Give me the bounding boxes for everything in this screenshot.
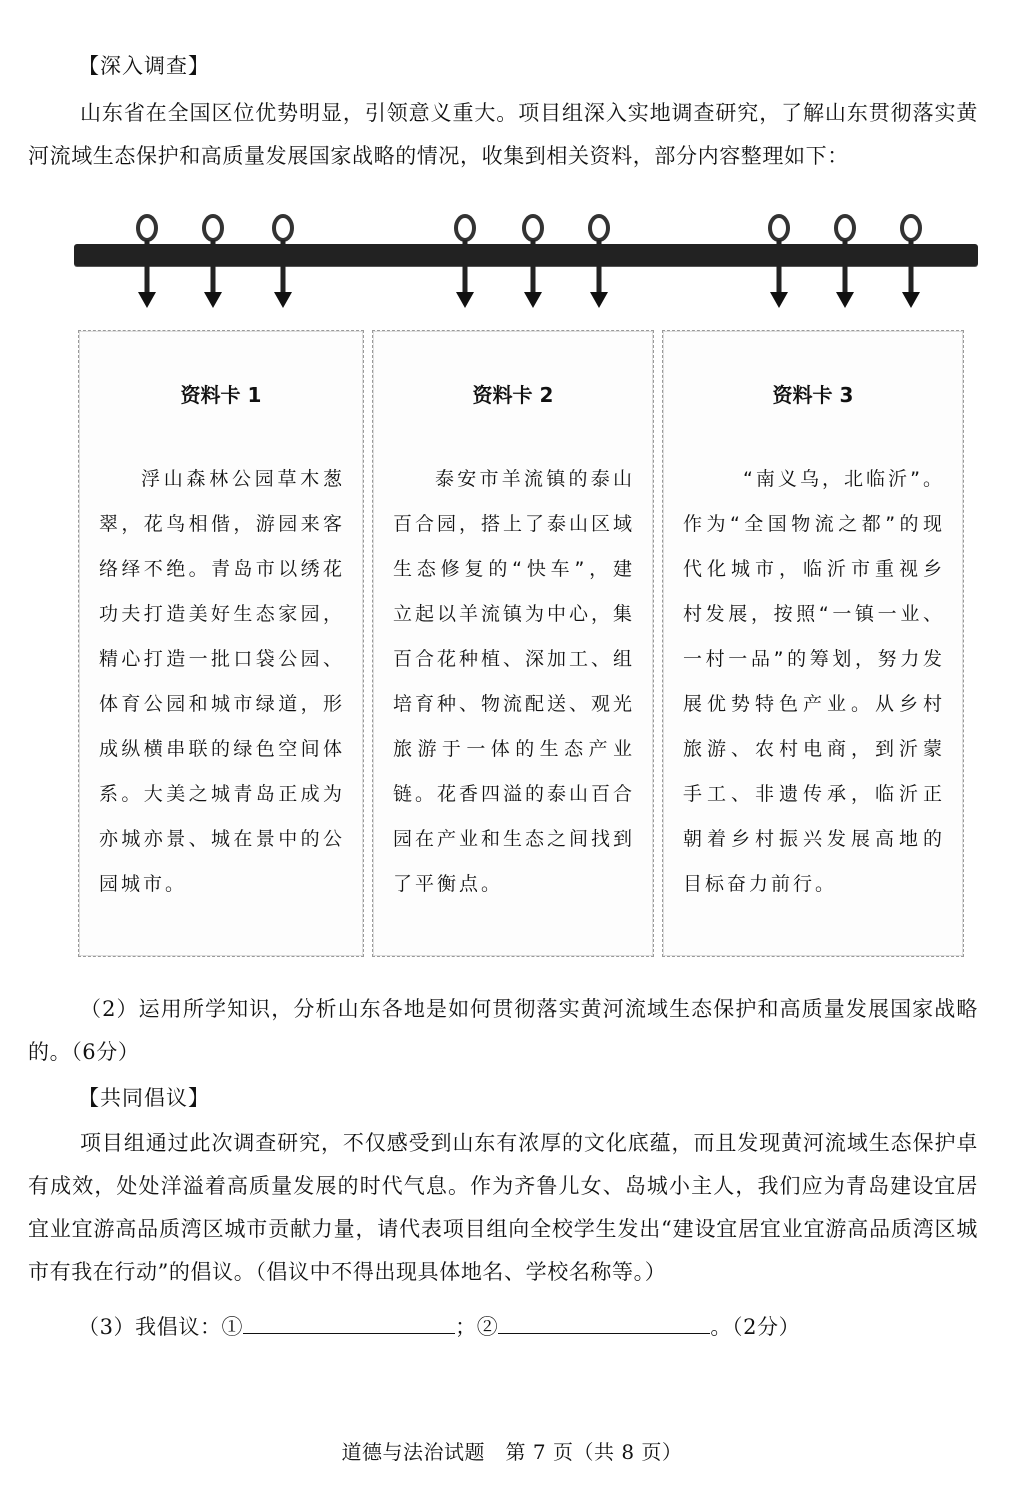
card-body: 浮山森林公园草木葱翠，花鸟相偕，游园来客络绎不绝。青岛市以绣花功夫打造美好生态家园，精心打造一批口袋公园、体育公园和城市绿道，形成纵横串联的绿色空间体系。大美之城青岛正成为亦城亦景、城在景中的公园城市。 [99,468,345,895]
hanger-ring-icon [586,208,612,313]
hanger-ring-icon [134,208,160,313]
hanger-ring-icon [270,208,296,313]
section-heading-proposal: 【共同倡议】 [78,1086,210,1110]
section-heading-investigation: 【深入调查】 [78,54,210,78]
question-3-separator: ；② [455,1315,499,1339]
info-card-1 [78,330,364,957]
hanger-ring-icon [766,208,792,313]
info-card-3 [662,330,964,957]
question-3-prefix: （3）我倡议：① [78,1315,244,1339]
answer-blank-1[interactable] [243,1311,455,1334]
hanger-ring-icon [520,208,546,313]
proposal-paragraph: 项目组通过此次调查研究，不仅感受到山东有浓厚的文化底蕴，而且发现黄河流域生态保护卓有成效，处处洋溢着高质量发展的时代气息。作为齐鲁儿女、岛城小主人，我们应为青岛建设宜居宜业宜游高品质湾区城市贡献力量，请代表项目组向全校学生发出“建设宜居宜业宜游高品质湾区城市有我在行动”的倡议。（倡议中不得出现具体地名、学校名称等。） [28,1131,978,1284]
hanger-ring-icon [200,208,226,313]
page-footer: 道德与法治试题 第 7 页（共 8 页） [341,1440,683,1464]
card-body: “南义乌，北临沂”。作为“全国物流之都”的现代化城市，临沂市重视乡村发展，按照“一镇一业、一村一品”的筹划，努力发展优势特色产业。从乡村旅游、农村电商，到沂蒙手工、非遗传承，临沂正朝着乡村振兴发展高地的目标奋力前行。 [683,468,945,895]
question-3 [78,1306,978,1349]
card-body: 泰安市羊流镇的泰山百合园，搭上了泰山区域生态修复的“快车”，建立起以羊流镇为中心，集百合花种植、深加工、组培育种、物流配送、观光旅游于一体的生态产业链。花香四溢的泰山百合园在产业和生态之间找到了平衡点。 [393,468,636,895]
info-cards [78,330,966,960]
question-2: （2）运用所学知识，分析山东各地是如何贯彻落实黄河流域生态保护和高质量发展国家战略的。（6分） [28,997,978,1064]
info-card-2 [372,330,654,957]
card-title: 资料卡 3 [772,383,854,407]
card-title: 资料卡 1 [180,383,262,407]
card-title: 资料卡 2 [472,383,554,407]
answer-blank-2[interactable] [498,1311,710,1334]
intro-paragraph: 山东省在全国区位优势明显，引领意义重大。项目组深入实地调查研究，了解山东贯彻落实黄河流域生态保护和高质量发展国家战略的情况，收集到相关资料，部分内容整理如下： [28,101,978,168]
hanger-ring-icon [832,208,858,313]
hanger-ring-icon [452,208,478,313]
hanger-ring-icon [898,208,924,313]
card-hanger-illustration [74,200,978,315]
question-3-suffix: 。（2分） [710,1315,801,1339]
